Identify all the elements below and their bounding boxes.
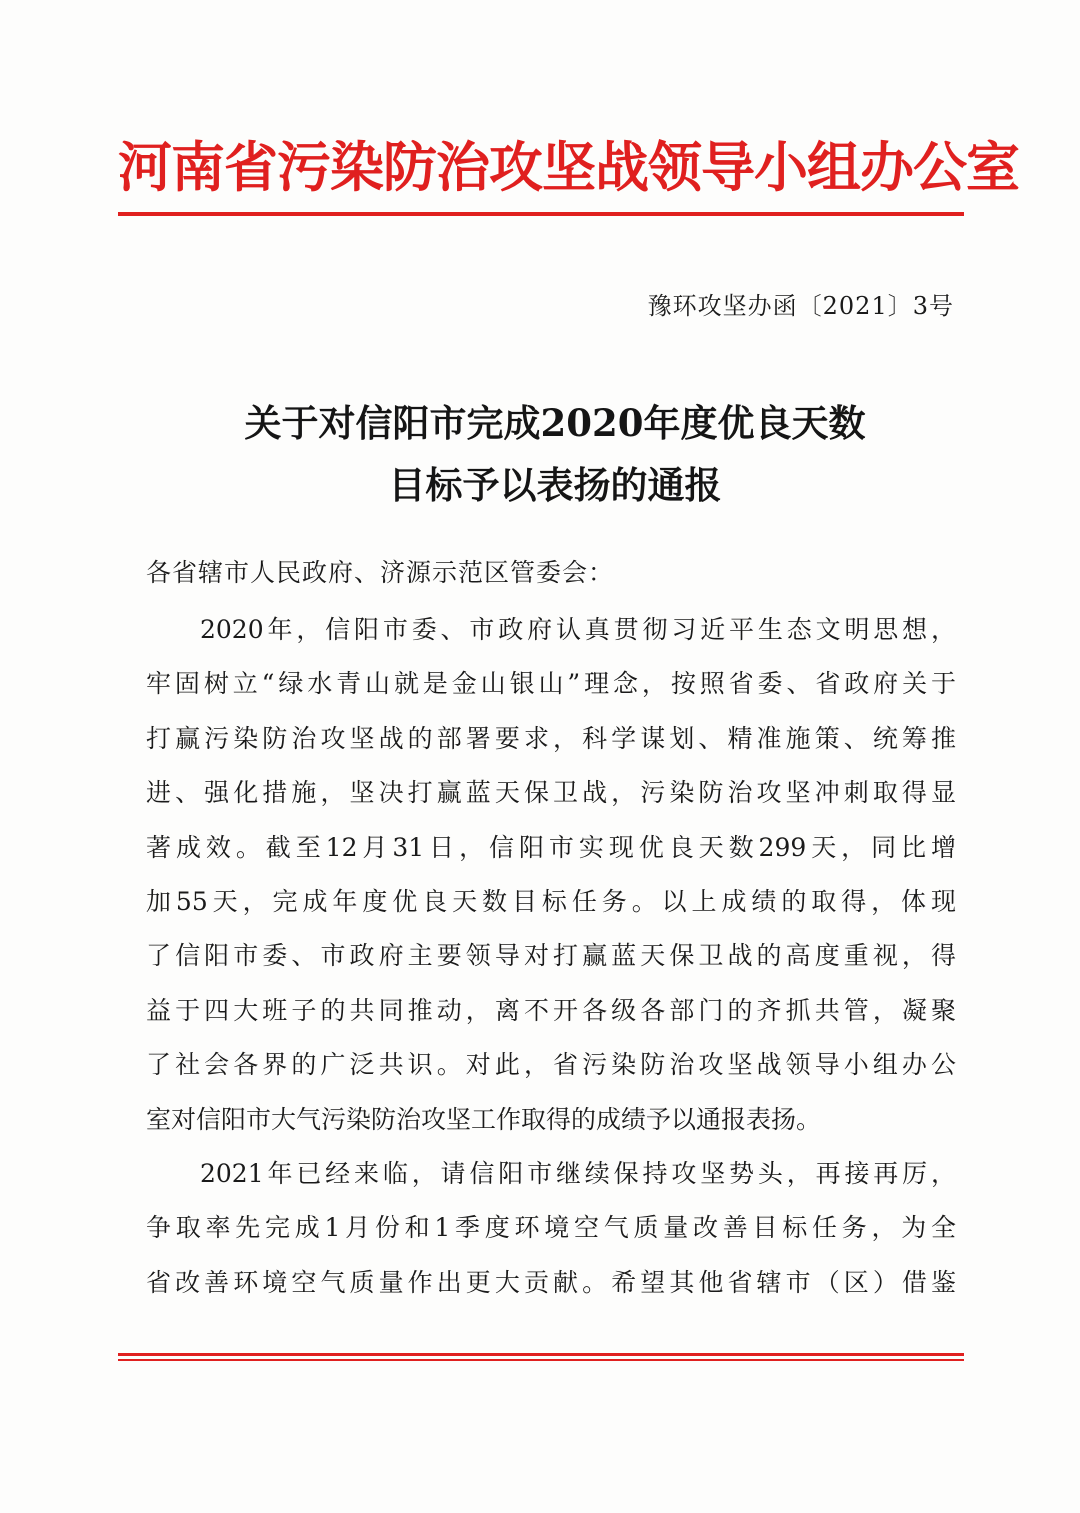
document-title [150, 392, 960, 516]
body-line: 2021年已经来临，请信阳市继续保持攻坚势头，再接再厉， [200, 1158, 956, 1188]
body-line: 打赢污染防治攻坚战的部署要求，科学谋划、精准施策、统筹推 [146, 723, 956, 753]
body-line: 2020年，信阳市委、市政府认真贯彻习近平生态文明思想， [200, 615, 956, 644]
body-line: 了社会各界的广泛共识。对此，省污染防治攻坚战领导小组办公 [146, 1050, 956, 1080]
footer-red-rule-thin [118, 1359, 964, 1361]
body-line: 著成效。截至12月31日，信阳市实现优良天数299天，同比增 [146, 832, 956, 862]
body-line: 争取率先完成1月份和1季度环境空气质量改善目标任务，为全 [146, 1213, 956, 1243]
body-line: 室对信阳市大气污染防治攻坚工作取得的成绩予以通报表扬。 [146, 1104, 822, 1134]
body-line: 省改善环境空气质量作出更大贡献。希望其他省辖市（区）借鉴 [146, 1267, 956, 1297]
document-body [146, 603, 956, 1310]
letterhead-title: 河南省污染防治攻坚战领导小组办公室 [118, 136, 1019, 199]
body-line: 益于四大班子的共同推动，离不开各级各部门的齐抓共管，凝聚 [146, 995, 956, 1025]
body-line: 进、强化措施，坚决打赢蓝天保卫战，污染防治攻坚冲刺取得显 [146, 778, 956, 808]
salutation: 各省辖市人民政府、济源示范区管委会： [146, 558, 615, 587]
title-line-2: 目标予以表扬的通报 [388, 463, 722, 507]
body-line: 了信阳市委、市政府主要领导对打赢蓝天保卫战的高度重视，得 [146, 941, 956, 971]
title-line-1: 关于对信阳市完成2020年度优良天数 [244, 401, 866, 445]
document-number: 豫环攻坚办函〔2021〕3号 [647, 292, 954, 320]
letterhead-red-rule [118, 212, 964, 216]
footer-red-rule [118, 1353, 964, 1356]
body-line: 加55天，完成年度优良天数目标任务。以上成绩的取得，体现 [146, 886, 956, 916]
body-line: 牢固树立“绿水青山就是金山银山”理念，按照省委、省政府关于 [146, 669, 956, 699]
